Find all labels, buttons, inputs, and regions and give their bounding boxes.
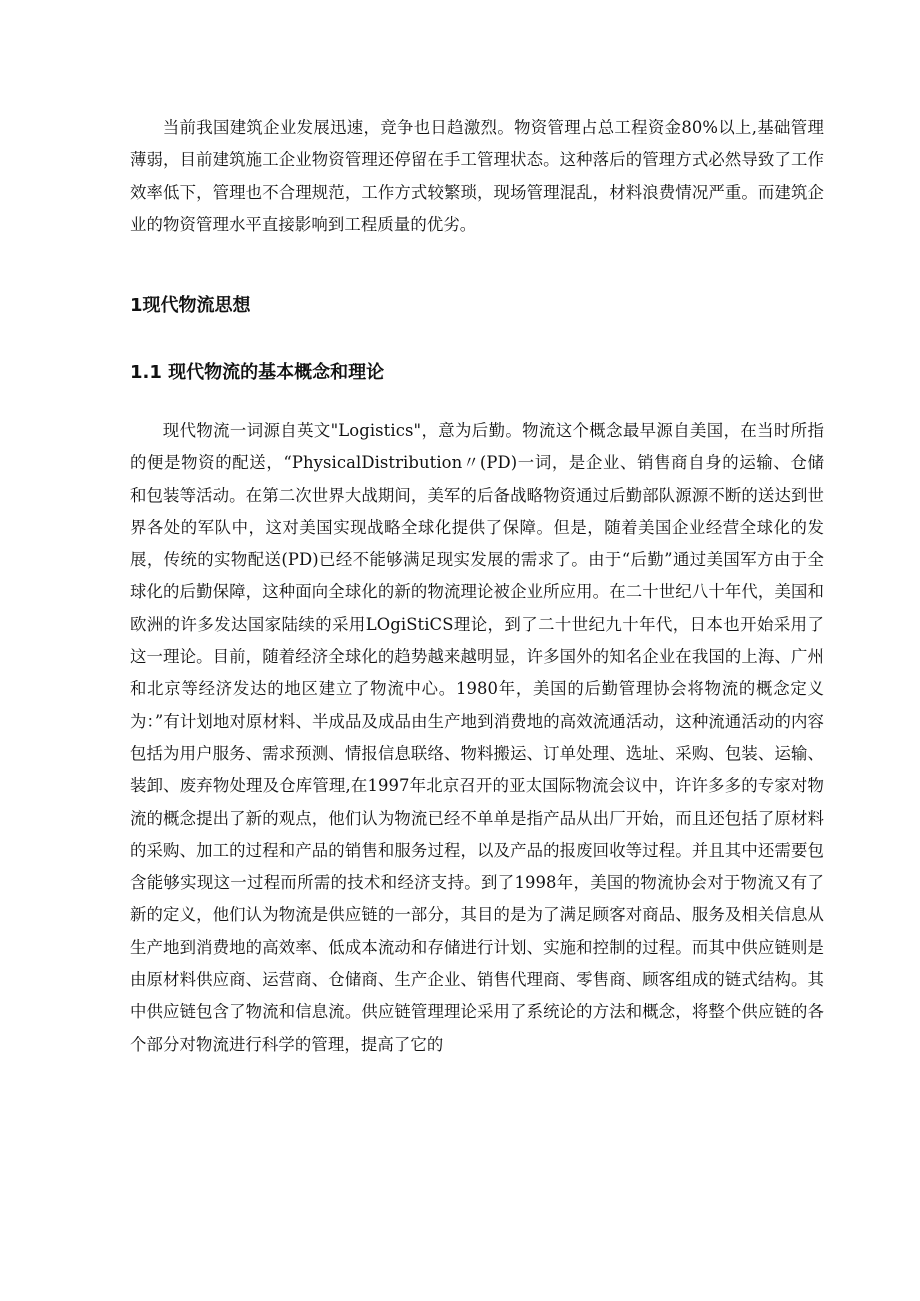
section-heading: 1现代物流思想 [130,295,251,316]
intro-paragraph: 当前我国建筑企业发展迅速，竞争也日趋激烈。物资管理占总工程资金80%以上,基础管理薄弱，目前建筑施工企业物资管理还停留在手工管理状态。这种落后的管理方式必然导致了工作效率低下，管理也不合理规范，工作方式较繁琐，现场管理混乱，材料浪费情况严重。而建筑企业的物资管理水平直接影响到工程质量的优劣。 [130,118,824,234]
body-paragraph: 现代物流一词源自英文"Logistics"，意为后勤。物流这个概念最早源自美国，在当时所指的便是物资的配送，“PhysicalDistribution〃(PD)一词，是企业、销售商自身的运输、仓储和包装等活动。在第二次世界大战期间，美军的后备战略物资通过后勤部队源源不断的送达到世界各处的军队中，这对美国实现战略全球化提供了保障。但是，随着美国企业经营全球化的发展，传统的实物配送(PD)已经不能够满足现实发展的需求了。由于“后勤”通过美国军方由于全球化的后勤保障，这种面向全球化的新的物流理论被企业所应用。在二十世纪八十年代，美国和欧洲的许多发达国家陆续的采用LOgiStiCS理论，到了二十世纪九十年代，日本也开始采用了这一理论。目前，随着经济全球化的趋势越来越明显，许多国外的知名企业在我国的上海、广州和北京等经济发达的地区建立了物流中心。1980年，美国的后勤管理协会将物流的概念定义为：”有计划地对原材料、半成品及成品由生产地到消费地的高效流通活动，这种流通活动的内容包括为用户服务、需求预测、情报信息联络、物料搬运、订单处理、选址、采购、包装、运输、装卸、废弃物处理及仓库管理,在1997年北京召开的亚太国际物流会议中，许许多多的专家对物流的概念提出了新的观点，他们认为物流已经不单单是指产品从出厂开始，而且还包括了原材料的采购、加工的过程和产品的销售和服务过程，以及产品的报废回收等过程。并且其中还需要包含能够实现这一过程而所需的技术和经济支持。到了1998年，美国的物流协会对于物流又有了新的定义，他们认为物流是供应链的一部分，其目的是为了满足顾客对商品、服务及相关信息从生产地到消费地的高效率、低成本流动和存储进行计划、实施和控制的过程。而其中供应链则是由原材料供应商、运营商、仓储商、生产企业、销售代理商、零售商、顾客组成的链式结构。其中供应链包含了物流和信息流。供应链管理理论采用了系统论的方法和概念，将整个供应链的各个部分对物流进行科学的管理，提高了它的 [130,421,824,1054]
subsection-heading: 1.1 现代物流的基本概念和理论 [130,362,385,383]
